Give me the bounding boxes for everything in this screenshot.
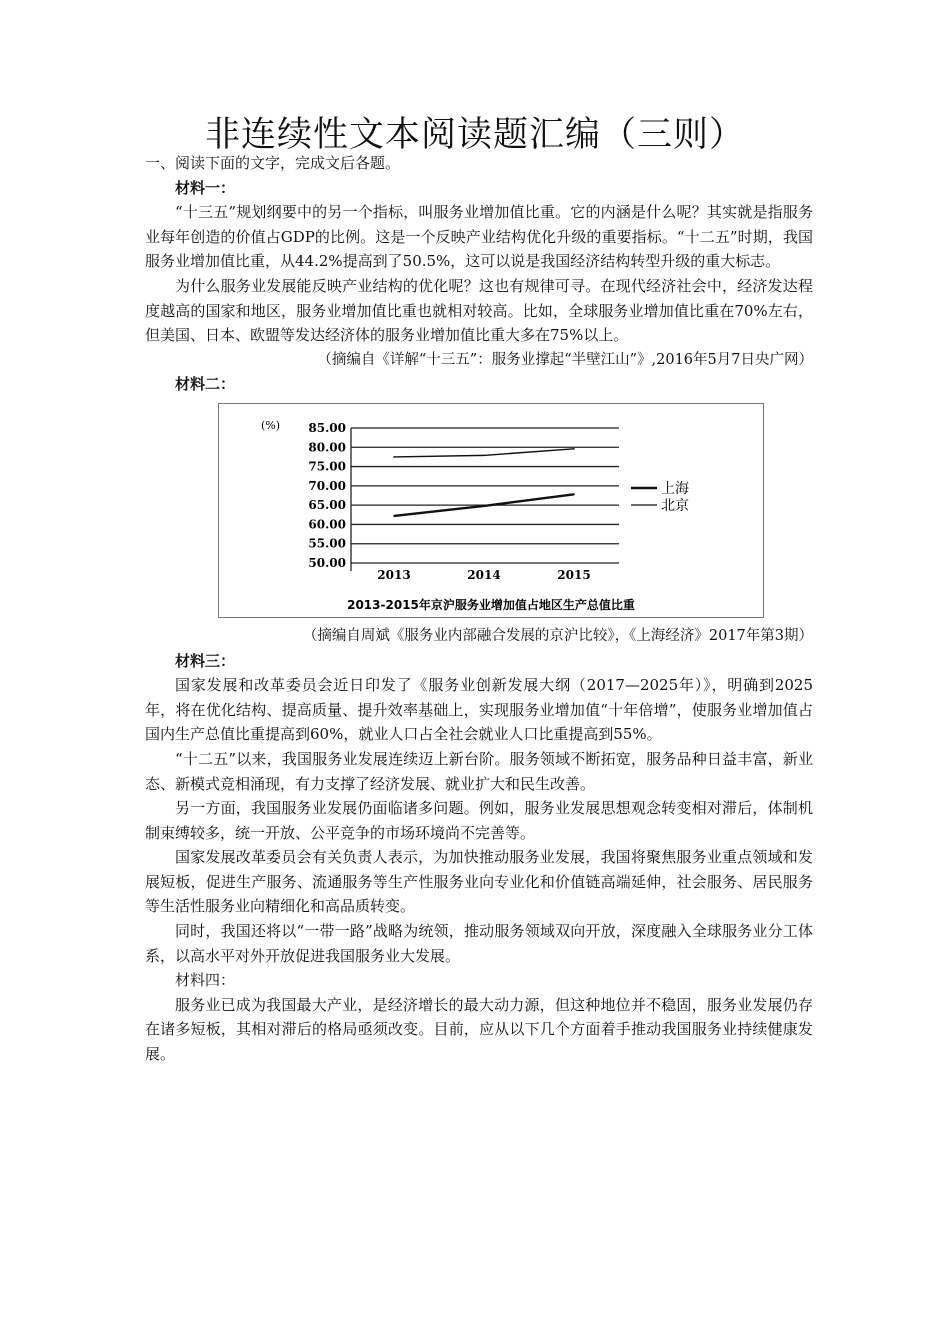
material-3-paragraph-5: 同时，我国还将以“一带一路”战略为统领，推动服务领域双向开放，深度融入全球服务业分工体系，以高水平对外开放促进我国服务业大发展。: [145, 922, 813, 965]
x-tick-label: 2013: [377, 567, 411, 582]
y-tick-label: 60.00: [308, 517, 346, 532]
legend-label: 北京: [661, 497, 689, 514]
material-1-label: 材料一：: [175, 178, 236, 197]
data-point: [483, 455, 485, 457]
y-tick-label: 50.00: [308, 555, 346, 570]
material-1-paragraph-2: 为什么服务业发展能反映产业结构的优化呢？这也有规律可寻。在现代经济社会中，经济发达程度越高的国家和地区，服务业增加值比重也就相对较高。比如，全球服务业增加值比重在70%左右，但美国、日本、欧盟等发达经济体的服务业增加值比重大多在75%以上。: [145, 276, 813, 345]
material-4-paragraph-1: 服务业已成为我国最大产业，是经济增长的最大动力源，但这种地位并不稳固，服务业发展仍存在诸多短板，其相对滞后的格局亟须改变。目前，应从以下几个方面着手推动我国服务业持续健康发展。: [145, 995, 813, 1064]
material-1-paragraph-1: “十三五”规划纲要中的另一个指标，叫服务业增加值比重。它的内涵是什么呢？其实就是指服务业每年创造的价值占GDP的比例。这是一个反映产业结构优化升级的重要指标。“十二五”时期，我国服务业增加值比重，从44.2%提高到了50.5%，这可以说是我国经济结构转型升级的重大标志。: [145, 203, 813, 271]
material-4-label: 材料四：: [175, 971, 236, 990]
y-tick-labels: [308, 421, 346, 570]
material-3-paragraph-1: 国家发展和改革委员会近日印发了《服务业创新发展大纲（2017—2025年）》，明确到2025年，将在优化结构、提高质量、提升效率基础上，实现服务业增加值“十年倍增”，使服务业增加值占国内生产总值比重提高到60%，就业人口占全社会就业人口比重提高到55%。: [145, 676, 813, 744]
y-tick-label: 80.00: [308, 440, 346, 455]
y-axis-label: (%): [261, 418, 281, 432]
y-tick-label: 75.00: [308, 459, 346, 474]
material-2-label: 材料二：: [175, 375, 236, 394]
material-1-source: （摘编自《详解“十三五”：服务业撑起“半壁江山”》,2016年5月7日央广网）: [317, 351, 813, 368]
material-3-paragraph-2: “十二五”以来，我国服务业发展连续迈上新台阶。服务领域不断拓宽，服务品种日益丰富，新业态、新模式竞相涌现，有力支撑了经济发展、就业扩大和民生改善。: [145, 749, 813, 793]
data-point: [483, 505, 485, 507]
data-point: [393, 456, 395, 458]
data-point: [573, 448, 575, 450]
line-chart: [218, 403, 764, 618]
y-tick-label: 55.00: [308, 536, 346, 551]
material-2-source: （摘编自周斌《服务业内部融合发展的京沪比较》，《上海经济》2017年第3期）: [302, 627, 813, 644]
chart-title: 2013-2015年京沪服务业增加值占地区生产总值比重: [347, 597, 635, 612]
chart-canvas: [219, 404, 763, 617]
material-3-paragraph-4: 国家发展改革委员会有关负责人表示，为加快推动服务业发展，我国将聚焦服务业重点领域和发展短板，促进生产服务、流通服务等生产性服务业向专业化和价值链高端延伸，社会服务、居民服务等生活性服务业向精细化和高品质转变。: [145, 848, 813, 916]
document-title: 非连续性文本阅读题汇编（三则）: [204, 115, 745, 156]
material-3-paragraph-3: 另一方面，我国服务业发展仍面临诸多问题。例如，服务业发展思想观念转变相对滞后，体制机制束缚较多，统一开放、公平竞争的市场环境尚不完善等。: [145, 799, 813, 842]
legend: [631, 481, 689, 514]
material-3-label: 材料三：: [175, 651, 236, 670]
y-tick-label: 70.00: [308, 478, 346, 493]
series-lines: [393, 448, 575, 517]
legend-label: 上海: [661, 480, 689, 497]
y-tick-label: 65.00: [308, 498, 346, 513]
gridlines: [351, 428, 619, 571]
intro-instruction: 一、阅读下面的文字，完成文后各题。: [145, 154, 401, 172]
x-tick-labels: [377, 568, 590, 582]
data-point: [573, 493, 575, 495]
document-body: [145, 151, 813, 1067]
x-tick-label: 2014: [467, 567, 501, 582]
data-point: [393, 515, 395, 517]
x-tick-label: 2015: [557, 567, 591, 582]
y-tick-label: 85.00: [308, 420, 346, 435]
